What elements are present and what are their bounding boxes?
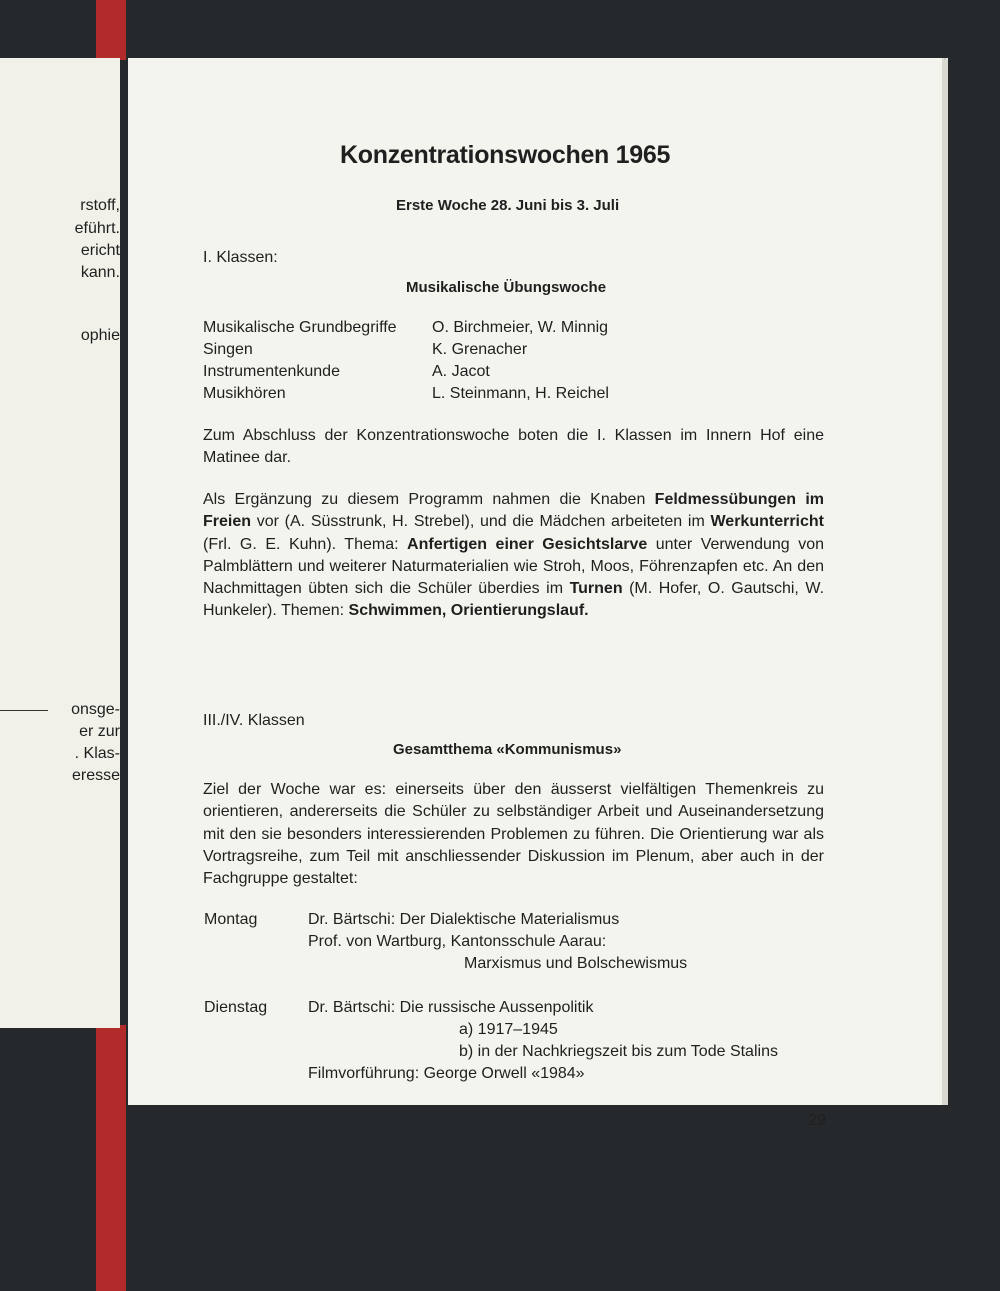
schedule-entry: Dr. Bärtschi: Der Dialektische Materialismus <box>308 911 620 928</box>
course-teachers: A. Jacot <box>432 363 490 380</box>
class-heading-second: III./IV. Klassen <box>203 712 305 729</box>
emphasis: Turnen <box>569 580 623 598</box>
course-subject: Instrumentenkunde <box>203 363 340 380</box>
book-spine-bottom <box>96 1025 126 1291</box>
emphasis: Werkunterricht <box>710 513 824 531</box>
left-page-rule <box>0 710 48 711</box>
emphasis: Anfertigen einer Gesichtslarve <box>407 535 648 553</box>
course-subject: Musikalische Grundbegriffe <box>203 319 397 336</box>
page-edge <box>942 60 948 1105</box>
page-title: Konzentrationswochen 1965 <box>340 141 671 169</box>
emphasis: Schwimmen, Orientierungslauf. <box>348 602 589 620</box>
left-page-fragment: ophie <box>80 327 120 344</box>
theme-title: Gesamtthema «Kommunismus» <box>393 741 622 758</box>
left-page-fragment: onsge- <box>71 701 120 718</box>
left-page-fragment: er zur <box>79 723 120 740</box>
emphasis: Feldmessübungen im Freien <box>203 491 825 531</box>
left-page-fragment: eresse <box>71 767 120 784</box>
class-heading-first: I. Klassen: <box>203 249 278 266</box>
schedule-entry: Filmvorführung: George Orwell «1984» <box>308 1065 585 1082</box>
course-teachers: K. Grenacher <box>432 341 528 358</box>
schedule-entry: a) 1917–1945 <box>459 1021 558 1038</box>
course-teachers: L. Steinmann, H. Reichel <box>432 385 609 402</box>
schedule-day: Montag <box>204 911 258 928</box>
schedule-entry: Prof. von Wartburg, Kantonsschule Aarau: <box>308 933 607 950</box>
supplement-paragraph: Als Ergänzung zu diesem Programm nahmen die Knaben Feldmessübungen im Freien vor (A. Süsstrunk, H. Strebel), und die Mädchen arbeiteten im Werkunterricht (Frl. G. E. Kuhn). Thema: Anfertigen einer Gesichtslarve unter Verwendung von Palmblättern und weiterer Naturmaterialien wie Stroh, Moos, Föhrenzapfen etc. An den Nachmittagen übten sich die Schüler überdies im Turnen (M. Hofer, O. Gautschi, W. Hunkeler). Themen: Schwimmen, Orientierungslauf. <box>203 491 825 620</box>
left-page-fragment: eführt. <box>74 220 120 237</box>
music-week-title: Musikalische Übungswoche <box>406 279 607 296</box>
left-page-fragment: ericht <box>80 242 120 259</box>
left-page-fragment: . Klas- <box>74 745 120 762</box>
goal-paragraph: Ziel der Woche war es: einerseits über den äusserst vielfältigen Themenkreis zu orientieren, andererseits die Schüler zu selbständiger Arbeit und Auseinandersetzung mit den sie besonders interessierenden Problemen zu führen. Die Orientierung war als Vortragsreihe, zum Teil mit anschliessender Diskussion im Plenum, aber auch in der Fachgruppe gestaltet: <box>203 781 824 888</box>
page-number: 29 <box>808 1112 826 1129</box>
schedule-entry: Dr. Bärtschi: Die russische Aussenpolitik <box>308 999 594 1016</box>
first-week-heading: Erste Woche 28. Juni bis 3. Juli <box>396 197 620 214</box>
book-spine-top <box>96 0 126 60</box>
right-page <box>128 58 942 1129</box>
course-teachers: O. Birchmeier, W. Minnig <box>432 319 609 336</box>
left-page-fragment: kann. <box>80 264 120 281</box>
left-page-fragment: rstoff, <box>80 197 120 214</box>
closing-paragraph: Zum Abschluss der Konzentrationswoche boten die I. Klassen im Innern Hof eine Matinee dar. <box>203 427 824 467</box>
course-subject: Singen <box>203 341 253 358</box>
schedule-entry: Marxismus und Bolschewismus <box>464 955 688 972</box>
course-subject: Musikhören <box>203 385 286 402</box>
schedule-day: Dienstag <box>204 999 268 1016</box>
schedule-entry: b) in der Nachkriegszeit bis zum Tode Stalins <box>459 1043 778 1060</box>
left-page <box>0 58 120 1028</box>
